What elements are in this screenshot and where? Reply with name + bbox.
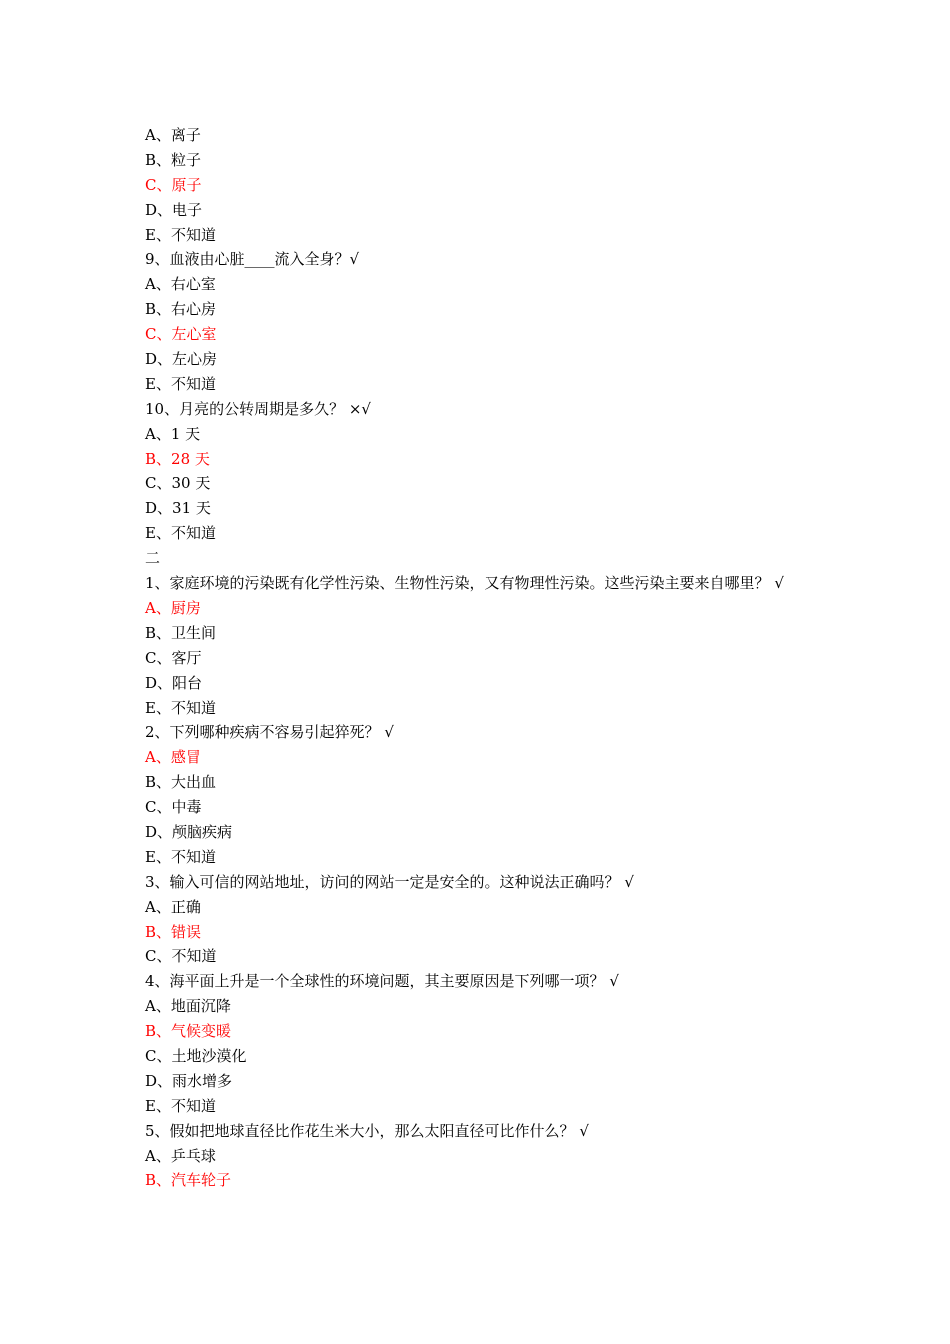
answer-option: E、不知道: [145, 1096, 216, 1115]
question-text: 10、月亮的公转周期是多久？ ×√: [145, 399, 371, 418]
answer-option: E、不知道: [145, 698, 216, 717]
answer-option: B、右心房: [145, 300, 217, 319]
answer-option: C、土地沙漠化: [145, 1046, 247, 1065]
question-text: 2、下列哪种疾病不容易引起猝死？ √: [145, 723, 394, 742]
answer-option: C、中毒: [145, 798, 202, 817]
correct-answer-option: B、错误: [145, 922, 202, 941]
question-text: 3、输入可信的网站地址，访问的网站一定是安全的。这种说法正确吗？ √: [145, 872, 634, 891]
document-page: [145, 123, 815, 1193]
answer-option: B、卫生间: [145, 623, 217, 642]
question-text: 1、家庭环境的污染既有化学性污染、生物性污染，又有物理性污染。这些污染主要来自哪里？ √: [145, 574, 784, 593]
correct-answer-option: C、原子: [145, 175, 202, 194]
answer-option: C、30 天: [145, 474, 211, 493]
correct-answer-option: B、汽车轮子: [145, 1171, 232, 1190]
answer-option: D、电子: [145, 200, 203, 219]
section-heading: 二: [145, 549, 161, 568]
answer-option: E、不知道: [145, 847, 216, 866]
answer-option: C、不知道: [145, 947, 217, 966]
answer-option: D、左心房: [145, 350, 218, 369]
correct-answer-option: B、气候变暖: [145, 1022, 232, 1041]
answer-option: A、乒乓球: [145, 1146, 216, 1165]
answer-option: B、大出血: [145, 773, 217, 792]
answer-option: A、正确: [145, 897, 201, 916]
answer-option: C、客厅: [145, 648, 202, 667]
correct-answer-option: B、28 天: [145, 449, 210, 468]
answer-option: A、右心室: [145, 275, 216, 294]
answer-option: E、不知道: [145, 225, 216, 244]
answer-option: D、雨水增多: [145, 1071, 233, 1090]
answer-option: D、颅脑疾病: [145, 822, 233, 841]
answer-option: A、离子: [145, 126, 201, 144]
answer-option: D、31 天: [145, 499, 211, 518]
answer-option: A、1 天: [145, 424, 201, 443]
answer-option: A、地面沉降: [145, 997, 231, 1016]
answer-option: D、阳台: [145, 673, 203, 692]
answer-option: E、不知道: [145, 524, 216, 543]
question-text: 5、假如把地球直径比作花生米大小，那么太阳直径可比作什么？ √: [145, 1121, 589, 1140]
correct-answer-option: A、感冒: [145, 748, 201, 767]
answer-option: E、不知道: [145, 374, 216, 393]
answer-option: B、粒子: [145, 150, 202, 169]
correct-answer-option: A、厨房: [145, 598, 201, 617]
question-text: 4、海平面上升是一个全球性的环境问题，其主要原因是下列哪一项？ √: [145, 972, 619, 991]
correct-answer-option: C、左心室: [145, 325, 217, 344]
question-text: 9、血液由心脏____流入全身？√: [145, 250, 360, 269]
